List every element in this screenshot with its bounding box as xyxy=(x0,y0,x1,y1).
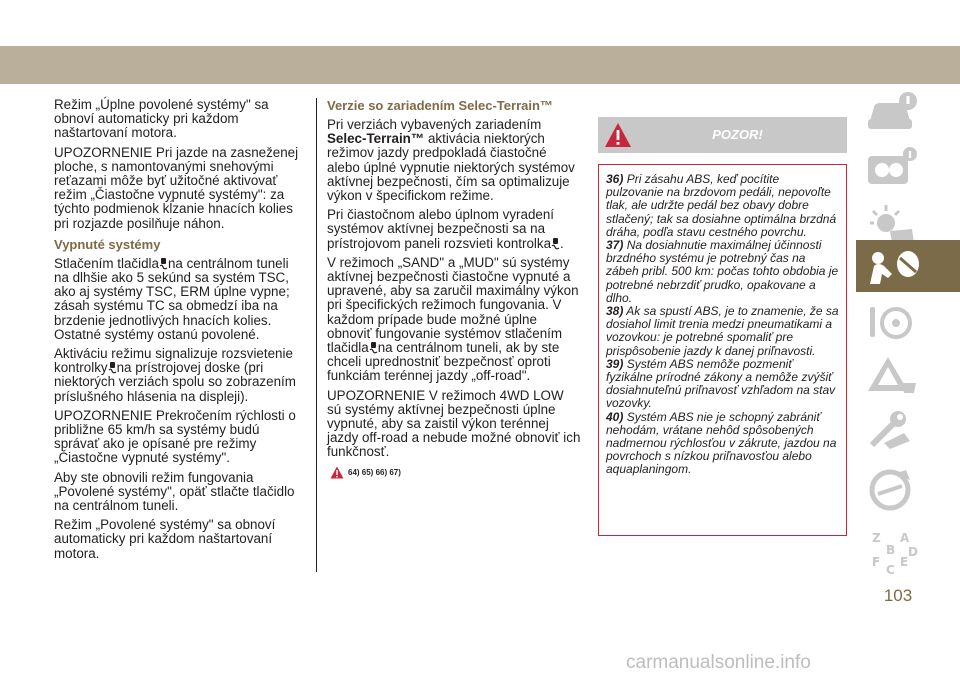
warning-triangle-icon xyxy=(330,466,344,479)
warning-references xyxy=(330,464,401,482)
page-number: 103 xyxy=(883,586,913,605)
tab-index[interactable] xyxy=(856,524,960,576)
paragraph: Režim „Úplne povolené systémy" sa obnoví automaticky pri každom naštartovaní motora. xyxy=(54,97,269,141)
esc-off-icon xyxy=(551,238,560,250)
watermark: carmanualsonline.info xyxy=(626,652,811,673)
warning-item: 36) Pri zásahu ABS, keď pocítite pulzovanie na brzdovom pedáli, nepovoľte tlak, ale udržte pedál bez obavy dobre stlačený; tak sa dosiahne optimálna brzdná dráha, podľa stavu cestného povrchu. xyxy=(606,172,837,239)
tab-emergency[interactable] xyxy=(856,349,960,401)
warning-header xyxy=(598,117,847,153)
paragraph: UPOZORNENIE Prekročením rýchlosti o približne 65 km/h sa systémy budú správať ako je opísané pre režimy „Čiastočne vypnuté systémy". xyxy=(54,407,296,466)
paragraph: Pri čiastočnom alebo úplnom vyradení systémov aktívnej bezpečnosti sa na prístrojovom paneli rozsvieti kontrolka . xyxy=(327,207,564,251)
wrench-steering-icon xyxy=(864,301,920,345)
tab-dashboard[interactable] xyxy=(856,142,960,194)
column-middle xyxy=(327,98,581,465)
car-info-icon xyxy=(864,91,920,135)
svg-text:Z: Z xyxy=(872,531,881,545)
car-service-icon xyxy=(864,468,920,512)
section-heading: Vypnuté systémy xyxy=(54,236,161,252)
svg-text:A: A xyxy=(900,531,910,545)
dashboard-info-icon xyxy=(864,146,920,190)
tab-starting-driving[interactable] xyxy=(856,297,960,349)
safety-airbag-icon xyxy=(864,244,924,288)
tab-maintenance[interactable] xyxy=(856,405,960,457)
svg-text:B: B xyxy=(886,543,896,557)
paragraph: Režim „Povolené systémy" sa obnoví automaticky pri každom naštartovaní motora. xyxy=(54,517,276,561)
warning-title: POZOR! xyxy=(712,127,763,142)
svg-text:E: E xyxy=(900,555,909,569)
hazard-triangle-icon xyxy=(864,353,920,397)
warning-item: 38) Ak sa spustí ABS, je to znamenie, že sa dosiahol limit trenia medzi pneumatikami a vozovkou: je potrebné spomaliť pre prispôsobenie jazdy k danej priľnavosti. xyxy=(606,304,839,358)
paragraph: UPOZORNENIE V režimoch 4WD LOW sú systémy aktívnej bezpečnosti úplne vypnuté, aby sa zaistil výkon terénnej jazdy off-road a nebude možné obnoviť ich funkčnosť. xyxy=(327,387,581,460)
svg-text:F: F xyxy=(872,555,881,569)
column-left xyxy=(54,98,304,566)
column-divider xyxy=(316,98,317,572)
warning-item: 37) Na dosiahnutie maximálnej účinnosti brzdného systému je potrebný čas na zábeh pribl. 500 km: počas tohto obdobia je potrebné nebrzdiť prudko, opakovane a dlho. xyxy=(606,238,839,305)
esc-off-icon xyxy=(369,342,378,354)
svg-text:D: D xyxy=(908,545,918,559)
paragraph: V režimoch „SAND" a „MUD" sú systémy aktívnej bezpečnosti čiastočne vypnuté a upravené, aby sa zaručil maximálny výkon pri špecifických režimoch fungovania. V každom prípade bude možné úplne obnoviť fungovanie systémov stlačením tlačidla na centrálnom tuneli, ak by ste chceli uprednostniť bezpečnosť oproti funkciám terénnej jazdy „off-road". xyxy=(327,254,579,384)
warning-box xyxy=(598,164,847,536)
warning-item: 39) Systém ABS nemôže pozmeniť fyzikálne prírodné zákony a nemôže zvýšiť dosiahnuteľnú priľnavosť vzhľadom na stav vozovky. xyxy=(606,356,836,411)
tab-car-info[interactable] xyxy=(856,87,960,139)
tab-safety[interactable] xyxy=(856,240,960,292)
esc-off-icon xyxy=(108,362,117,374)
tab-technical-data[interactable] xyxy=(856,464,960,516)
reference-numbers: 64) 65) 66) 67) xyxy=(348,468,401,478)
paragraph: Aby ste obnovili režim fungovania „Povolené systémy", opäť stlačte tlačidlo na centrálnom tuneli. xyxy=(54,469,295,514)
header-band xyxy=(0,46,960,84)
svg-text:C: C xyxy=(886,563,895,577)
paragraph: Aktiváciu režimu signalizuje rozsvietenie kontrolky na prístrojovej doske (pri niektorých verziách spolu so zobrazením príslušného hlásenia na displeji). xyxy=(54,346,296,404)
esc-off-icon xyxy=(159,258,168,270)
tools-icon xyxy=(864,409,920,453)
paragraph: UPOZORNENIE Pri jazde na zasneženej ploche, s namontovanými snehovými reťazami môže byť užitočné aktivovať režim „Čiastočne vypnuté systémy": za týchto podmienok kĺzanie hnacích kolies pri rozjazde posilňuje náhon. xyxy=(54,144,299,231)
warning-item: 40) Systém ABS nie je schopný zabrániť nehodám, vrátane nehôd spôsobených nadmernou rýchlosťou v zákrute, jazdou na povrchoch s nízkou priľnavosťou alebo aquaplaningom. xyxy=(606,409,837,477)
paragraph: Pri verziách vybavených zariadením Selec-Terrain™ aktivácia niektorých režimov jazdy predpokladá čiastočné alebo úplné vypnutie niektorých systémov aktívnej bezpečnosti, čím sa optimalizuje výkon v špecifickom režime. xyxy=(327,117,575,204)
index-letters-icon xyxy=(864,528,920,578)
section-heading: Verzie so zariadením Selec-Terrain™ xyxy=(327,98,553,113)
paragraph: Stlačením tlačidla na centrálnom tuneli na dlhšie ako 5 sekúnd sa systém TSC, ako aj systémy TSC, ERM úplne vypne; zásah systému TC sa obmedzí iba na brzdenie jednotlivých hnacích kolies. Ostatné systémy ostanú povolené. xyxy=(54,255,290,342)
